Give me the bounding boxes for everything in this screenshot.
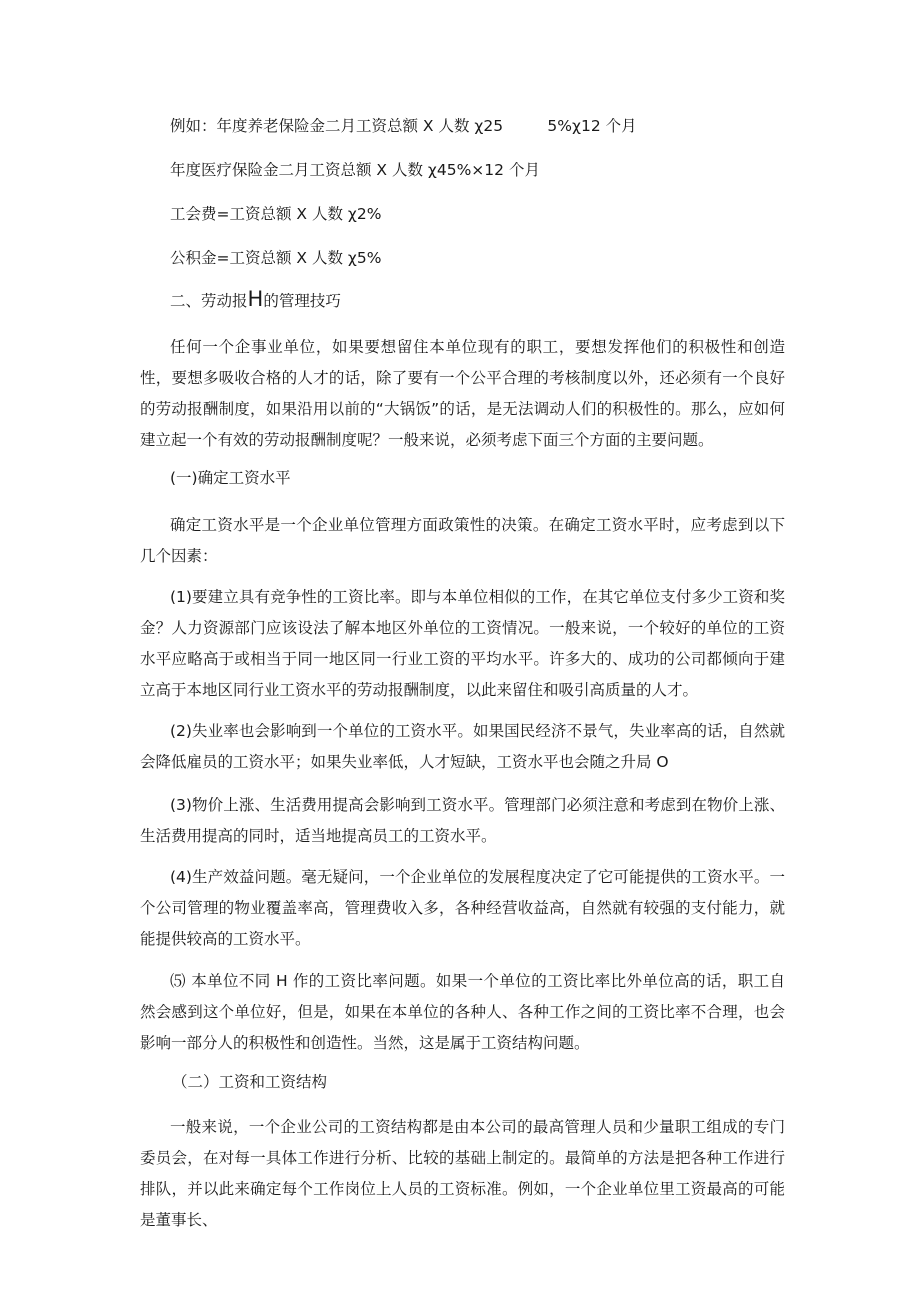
section-2-heading-prefix: 二、劳动报 bbox=[170, 292, 248, 310]
section-2-intro-paragraph: 任何一个企事业单位，如果要想留住本单位现有的职工，要想发挥他们的积极性和创造性，要想多吸收合格的人才的话，除了要有一个公平合理的考核制度以外，还必须有一个良好的劳动报酬制度，如果沿用以前的“大锅饭”的话，是无法调动人们的积极性的。那么，应如何建立起一个有效的劳动报酬制度呢？一般来说，必须考虑下面三个方面的主要问题。 bbox=[140, 338, 785, 449]
subsection-2-intro-paragraph: 一般来说，一个企业公司的工资结构都是由本公司的最高管理人员和少量职工组成的专门委员会，在对每一具体工作进行分析、比较的基础上制定的。最简单的方法是把各种工作进行排队，并以此来确定每个工作岗位上人员的工资标准。例如，一个企业单位里工资最高的可能是董事长、 bbox=[140, 1118, 785, 1229]
factor-4-paragraph: (4)生产效益问题。毫无疑问，一个企业单位的发展程度决定了它可能提供的工资水平。一个公司管理的物业覆盖率高，管理费收入多，各种经营收益高，自然就有较强的支付能力，就能提供较高的工资水平。 bbox=[140, 868, 785, 948]
formula-pension: 例如：年度养老保险金二月工资总额 X 人数 χ25 5%χ12 个月 bbox=[170, 117, 637, 135]
factor-3-paragraph: (3)物价上涨、生活费用提高会影响到工资水平。管理部门必须注意和考虑到在物价上涨、生活费用提高的同时，适当地提高员工的工资水平。 bbox=[140, 796, 785, 845]
formula-housing-fund: 公积金=工资总额 X 人数 χ5% bbox=[170, 249, 382, 267]
subsection-1-intro-paragraph: 确定工资水平是一个企业单位管理方面政策性的决策。在确定工资水平时，应考虑到以下几个因素： bbox=[140, 516, 785, 565]
section-2-heading-suffix: 的管理技巧 bbox=[263, 292, 341, 310]
formula-medical: 年度医疗保险金二月工资总额 X 人数 χ45%×12 个月 bbox=[170, 161, 540, 179]
factor-2-paragraph: (2)失业率也会影响到一个单位的工资水平。如果国民经济不景气，失业率高的话，自然就会降低雇员的工资水平；如果失业率低，人才短缺，工资水平也会随之升局 O bbox=[140, 722, 785, 771]
factor-1-paragraph: (1)要建立具有竞争性的工资比率。即与本单位相似的工作，在其它单位支付多少工资和奖金？人力资源部门应该设法了解本地区外单位的工资情况。一般来说，一个较好的单位的工资水平应略高于或相当于同一地区同一行业工资的平均水平。许多大的、成功的公司都倾向于建立高于本地区同行业工资水平的劳动报酬制度，以此来留住和吸引高质量的人才。 bbox=[140, 588, 785, 699]
section-2-heading bbox=[170, 289, 341, 311]
formula-union-fee: 工会费=工资总额 X 人数 χ2% bbox=[170, 205, 382, 223]
factor-5-paragraph: ⑸ 本单位不同 H 作的工资比率问题。如果一个单位的工资比率比外单位高的话，职工自然会感到这个单位好，但是，如果在本单位的各种人、各种工作之间的工资比率不合理，也会影响一部分人的积极性和创造性。当然，这是属于工资结构问题。 bbox=[140, 972, 785, 1052]
section-2-heading-glyph: H bbox=[247, 287, 264, 311]
subsection-1-heading: (一)确定工资水平 bbox=[170, 469, 291, 487]
subsection-2-heading: （二）工资和工资结构 bbox=[172, 1073, 328, 1091]
